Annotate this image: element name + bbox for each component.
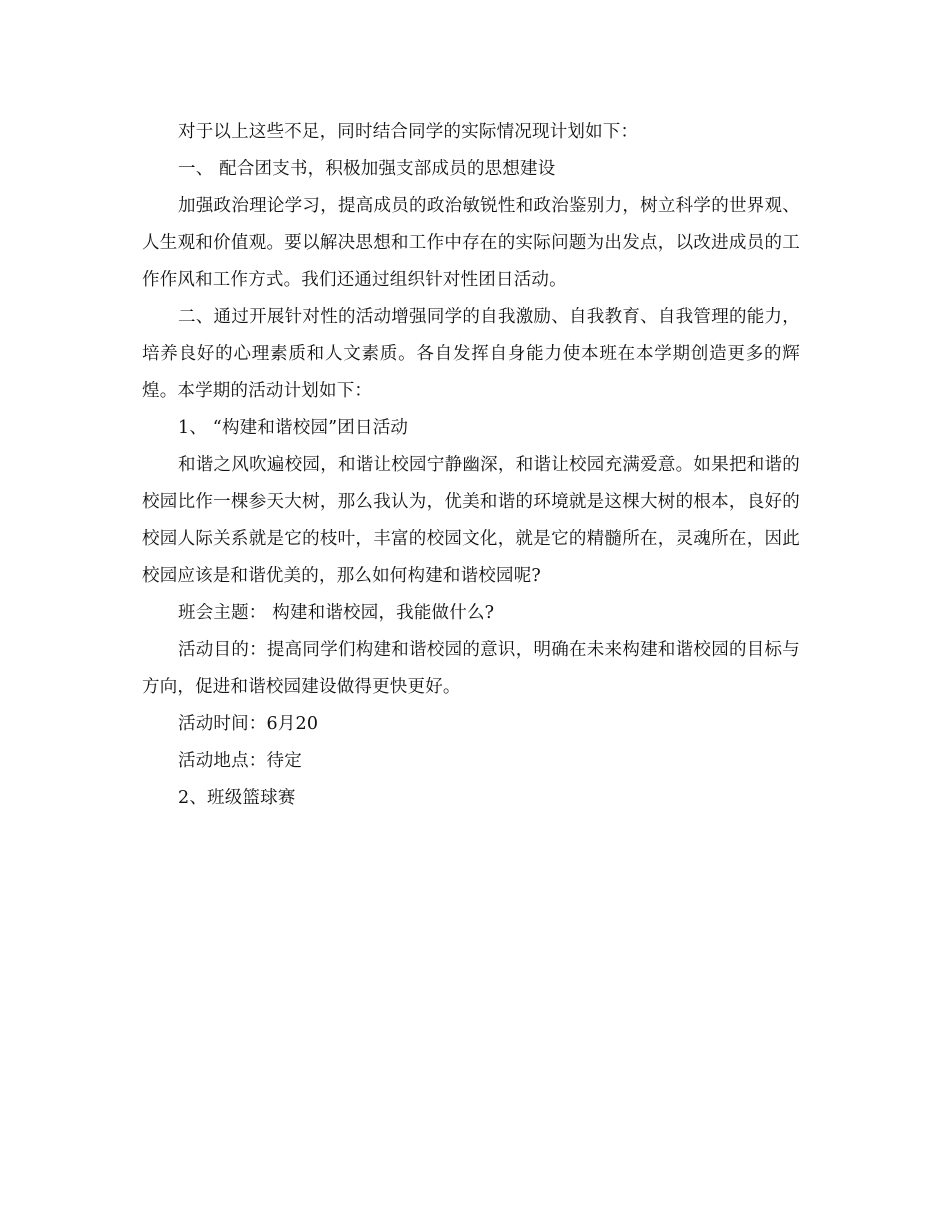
paragraph-section-1-body: 加强政治理论学习，提高成员的政治敏锐性和政治鉴别力，树立科学的世界观、人生观和价值观。要以解决思想和工作中存在的实际问题为出发点，以改进成员的工作作风和工作方式。我们还通过组织针对性团日活动。 [142, 196, 800, 290]
heading-activity-1: 1、 “构建和谐校园”团日活动 [178, 418, 409, 438]
paragraph-activity-1-body: 和谐之风吹遍校园，和谐让校园宁静幽深，和谐让校园充满爱意。如果把和谐的校园比作一棵参天大树，那么我认为，优美和谐的环境就是这棵大树的根本，良好的校园人际关系就是它的枝叶，丰富的校园文化，就是它的精髓所在，灵魂所在，因此校园应该是和谐优美的，那么如何构建和谐校园呢? [142, 455, 800, 586]
document-body [142, 114, 800, 817]
paragraph-activity-time: 活动时间：6月20 [178, 714, 319, 734]
paragraph-meeting-theme: 班会主题： 构建和谐校园，我能做什么? [178, 603, 495, 623]
heading-section-1: 一、 配合团支书，积极加强支部成员的思想建设 [178, 159, 556, 179]
heading-activity-2: 2、班级篮球赛 [178, 788, 296, 808]
paragraph-activity-purpose: 活动目的：提高同学们构建和谐校园的意识，明确在未来构建和谐校园的目标与方向，促进和谐校园建设做得更快更好。 [142, 640, 800, 697]
paragraph-activity-location: 活动地点：待定 [178, 751, 302, 771]
paragraph-section-2: 二、通过开展针对性的活动增强同学的自我激励、自我教育、自我管理的能力，培养良好的心理素质和人文素质。各自发挥自身能力使本班在本学期创造更多的辉煌。本学期的活动计划如下： [142, 307, 800, 401]
paragraph-intro: 对于以上这些不足，同时结合同学的实际情况现计划如下： [178, 122, 639, 142]
